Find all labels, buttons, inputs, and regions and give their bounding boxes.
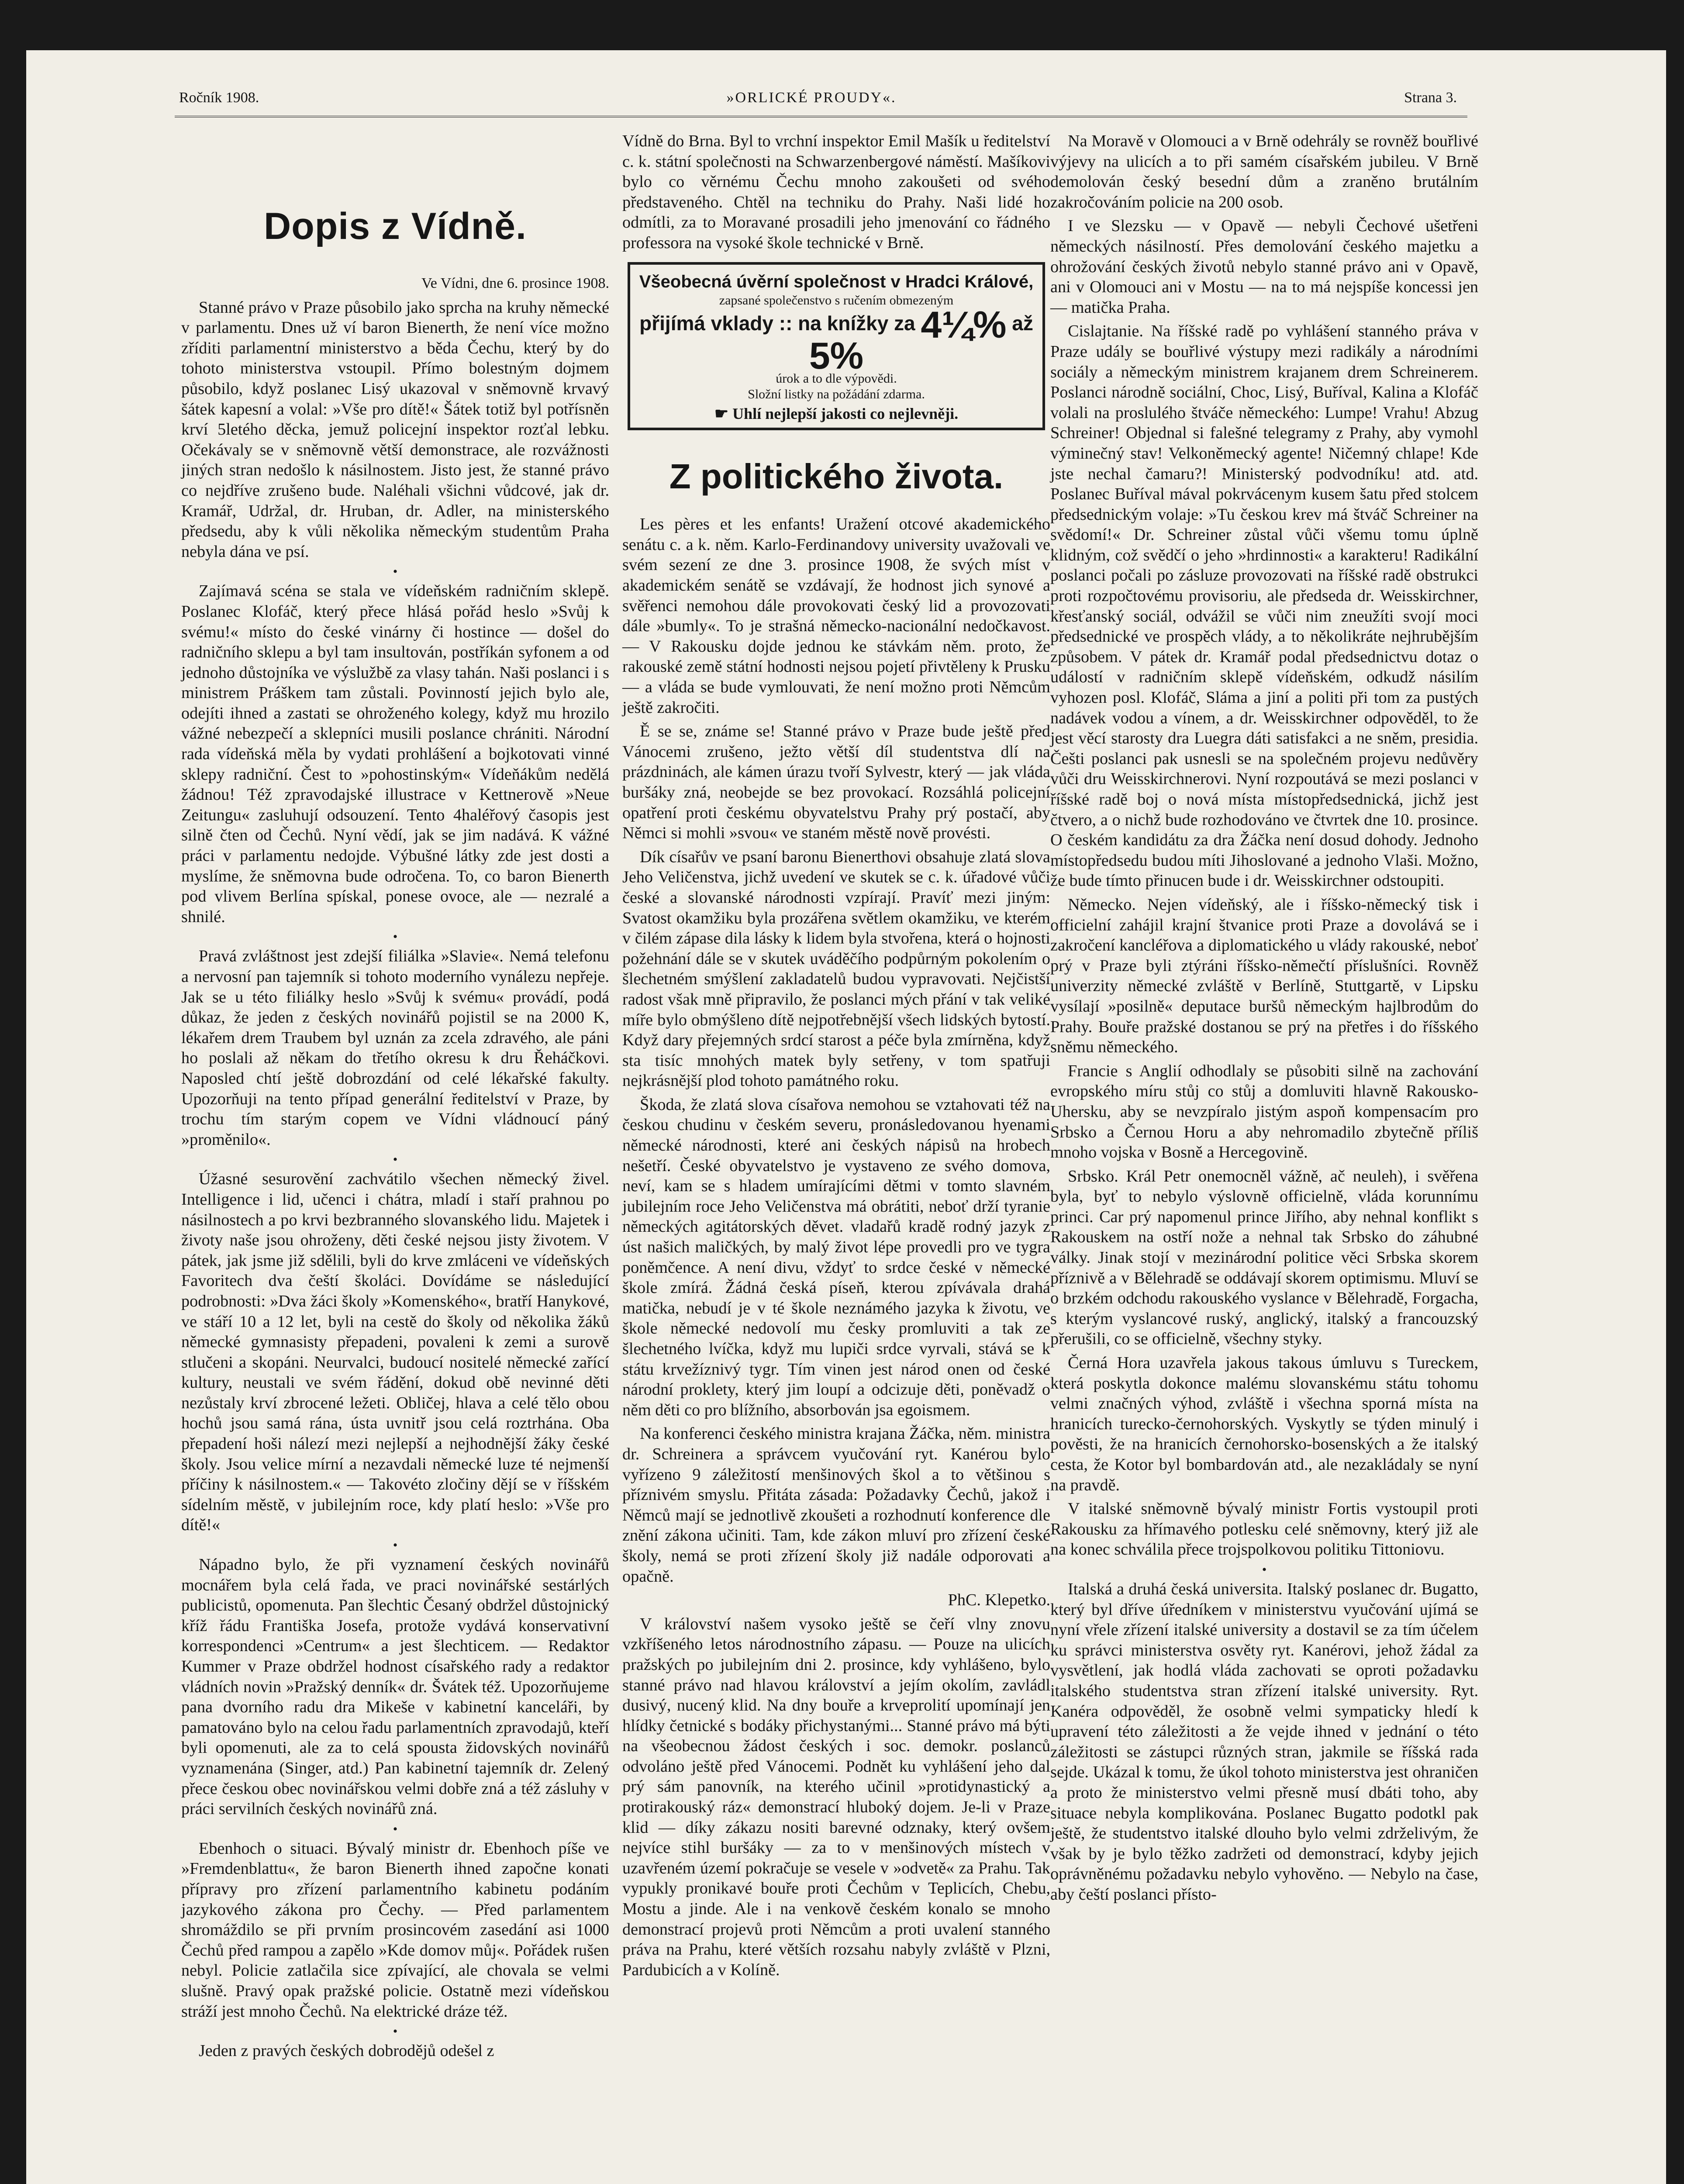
ad-line-slips: Složní listky na požádání zdarma. (748, 387, 925, 402)
paragraph: V italské sněmovně bývalý ministr Fortis vystoupil proti Rakousku za hřímavého potlesku celé sněmovny, který již ale na konec schválila přece trojspolkovou politiku Tittoniovu. (1050, 1500, 1478, 1559)
paragraph: Škoda, že zlatá slova císařova nemohou se vztahovati též na českou chudinu v českém severu, pronásledovanou hyenami německé národnosti, které ani českých nápisů na hrobech nešetří. České obyvatelstvo je vystaveno ze svého domova, neví, kam se s hladem umírajícími dětmi v tomto slavném jubilejním roce Jeho Veličenstva má obrátiti, neboť drží tyranie německých agitátorských děvet. vladařů kradě rodný jazyk z úst našich maličkých, by malý život lépe provedli pro ve tygra poněmčence. A není divu, vždyť to srdce české v německé škole zmírá. Žádná česká píseň, kterou zpívávala drahá matička, nebudí je v té škole neznámého jazyka k životu, ve škole německé nedovolí mu česky promluviti a tak ze šlechetného lvíčka, když mu lupiči srdce vyrvali, stává se k státu krvežíznivý tygr. Tím vinen jest národ onen od české národní proklety, který jim loupí a odcizuje děti, poněvadž o něm děti co pro blížního, absorbován jsa egoismem. (622, 1095, 1050, 1419)
paragraph: Francie s Anglií odhodlaly se působiti silně na zachování evropského míru stůj co stůj a domluviti hlavně Rakousko-Uhersku, aby se nevzpíralo jistým aspoň kompensacím pro Srbsko a Černou Horu a aby nehromadilo zbytečně příliš mnoho vojska v Bosně a Hercegovině. (1050, 1061, 1478, 1162)
paragraph: Německo. Nejen vídeňský, ale i říšsko-německý tisk i officielní zahájil krajní štvanice proti Praze a dovolává se i zakročení kancléřova a diplomatického u vlády rakouské, neboť prý v Praze byli ztýráni říšsko-němečtí příslušníci. Rovněž univerzity německé zvláště v Berlíně, Stuttgartě, v Lipsku vysílají »posilně« deputace buršů německým hajlbrodům do Prahy. Bouře pražské dostanou se prý na přetřes i do říšského sněmu německého. (1050, 895, 1478, 1057)
header-rule (175, 116, 1467, 117)
ad-title: Všeobecná úvěrní společnost v Hradci Králové, (639, 272, 1034, 291)
ad-rate-label-2: :: na knížky za (779, 311, 915, 335)
section-title-political-life: Z politického života. (669, 457, 1004, 496)
paragraph: Vídně do Brna. Byl to vrchní inspektor Emil Mašík u ředitelství c. k. státní společnosti na Schwarzenbergové náměstí. Mašíkovi bylo co věrnému Čechu mnoho zakoušeti od svého představeného. Chtěl na techniku do Prahy. Naši lidé ho odmítli, za to Moravané prosadili jeho jmenování co řádného professora na vysoké škole technické v Brně. (622, 132, 1050, 252)
section-separator: • (393, 1538, 398, 1553)
paragraph: Dík císařův ve psaní baronu Bienerthovi obsahuje zlatá slova Jeho Veličenstva, jichž uvedení ve skutek se c. k. úřadové vůči české a slovanské národnosti vzpírají. Pravíť mezi jiným: Svatost okamžiku byla prozářena světlem okamžiku, ve kterém v čilém zápase dila lásky k lidem byla stvořena, která o hojnosti požehnání dále se v skutek uváděčího podpůrným pokolením o šlechetném smýšlení zakladatelů budou vypravovati. Nejčistší radost však mně připravilo, že poslanci mých přání v tak veliké míře bylo obmýšleno dítě nejpotřebnější všech lidských bytostí. Když dary přejemných srdcí starost a péče byla zmírněna, když sta tisíc mnohých matek byly setřeny, v tom spatřuji nejkrásnější plod tohoto památného roku. (622, 847, 1050, 1090)
ad-line-interest: úrok a to dle výpovědi. (776, 371, 897, 386)
section-separator: • (393, 564, 398, 579)
newspaper-name: »ORLICKÉ PROUDY«. (726, 90, 897, 106)
dateline: Ve Vídni, dne 6. prosince 1908. (421, 275, 609, 291)
section-separator: • (393, 1821, 398, 1836)
paragraph: Nápadno bylo, že při vyznamení českých novinářů mocnářem byla celá řada, ve praci novinářské sestárlých publicistů, opomenuta. Pan šlechtic Česaný obdržel důstojnický kříž řádu Františka Josefa, protože vydává konservativní korrespondenci »Centrum« a jest šlechticem. — Redaktor Kummer v Praze obdržel hodnost císařského rady a redaktor vládních novin »Pražský denník« dr. Švátek též. Upozorňujeme pana dvorního radu dra Mikeše v kabinetní kanceláři, by pamatováno bylo na celou řadu parlamentních zpravodajů, kteří byli opomenuti, ale za to celá spousta židovských novinářů vyznamenána (Singer, atd.) Pan kabinetní tajemník dr. Zelený přece českou obec novinářskou velmi dobře zná a též zásluhy v práci servilních českých novinářů zná. (181, 1555, 609, 1818)
ad-rate-label: přijímá vklady (639, 311, 773, 335)
paragraph: Ebenhoch o situaci. Bývalý ministr dr. Ebenhoch píše ve »Fremdenblattu«, že baron Bienerth ihned započne konati přípravy pro zřízení parlamentního kabinetu podáním jazykového zákona pro Čechy. — Před parlamentem shromáždilo se při prvním prosincovém zasedání asi 1000 Čechů před rampou a zapělo »Kde domov můj«. Pořádek rušen nebyl. Policie zatlačila sice zpívající, ale chovala se velmi slušně. Pravý opak pražské policie. Ostatně mezi vídeňskou stráží jest mnoho Čechů. Na elektrické dráze též. (181, 1839, 609, 2021)
bank-advertisement (628, 262, 1045, 431)
paragraph: Pravá zvláštnost jest zdejší filiálka »Slavie«. Nemá telefonu a nervosní pan tajemník si tohoto moderního vynálezu nepřeje. Jak se u této filiálky heslo »Svůj k svému« provádí, podá důkaz, že jeden z českých novinářů pojistil se na 2000 K, lékařem drem Traubem byl uznán za zcela zdravého, ale páni ho poslali až někam do třetího okresu k dru Řeháčkovi. Naposled chtí ještě dobrozdání od celé lékařské fakulty. Upozorňuji na tento případ generální ředitelství v Praze, by trochu tím starým copem ve Vídni vládnoucí páný »proměnilo«. (181, 947, 609, 1149)
column-1 (181, 131, 609, 2065)
ad-rate-from: 4¼% (921, 304, 1007, 346)
section-separator: • (393, 1152, 398, 1167)
page-number: Strana 3. (1404, 90, 1457, 106)
paragraph: Jeden z pravých českých dobrodějů odešel z (199, 2042, 494, 2060)
ad-rate-mid: až (1012, 311, 1033, 335)
signature: PhC. Klepetko. (948, 1591, 1050, 1610)
article-title-letter-from-vienna: Dopis z Vídně. (264, 205, 527, 247)
paragraph: Les pères et les enfants! Uražení otcové akademického senátu c. a k. něm. Karlo-Ferdinandovy university uvažovali ve svém sezení ze dne 3. prosince 1908, že svých míst v akademickém senátě se vzdávají, že hodnost jich synové a svěřenci nemohou dále provokovati český lid a provozovati dále »bumly«. To je strašná německo-nacionální nedočkavost. — V Rakousku dojde jednou ke stávkám něm. proto, že rakouské země státní hodnosti nejsou pojetí přivtěleny k Prusku — a vláda se bude vymlouvati, že není možno proti Němcům ještě zakročiti. (622, 515, 1050, 717)
paragraph: I ve Slezsku — v Opavě — nebyli Čechové ušetřeni německých násilností. Přes demolování českého majetku a ohrožování českých životů nebylo stanné právo ani v Opavě, ani v Olomouci ani v Mostu — na to má nejspíše koncessi jen — matička Praha. (1050, 217, 1478, 317)
section-separator: • (393, 2024, 398, 2039)
ad-coal-line: ☛ Uhlí nejlepší jakosti co nejlevněji. (714, 405, 959, 423)
volume-label: Ročník 1908. (179, 90, 259, 106)
running-header (153, 90, 1470, 116)
paragraph: Černá Hora uzavřela jakous takous úmluvu s Tureckem, která poskytla dokonce malému slovanskému státu tohomu velmi značných výhod, zvláště i všechna sporná místa na hranicích turecko-černohorských. Vyskytly se týden minulý i pověsti, že na hranicích černohorsko-bosenských a že italský cesta, že Kotor byl bombardován atd., ale nezakládaly se nyní na pravdě. (1050, 1354, 1478, 1494)
paragraph: Na Moravě v Olomouci a v Brně odehrály se rovněž bouřlivé výjevy na ulicích a to při samém císařském jubileu. V Brně demolován český besední dům a zraněno brutálním zakročováním policie na 200 osob. (1050, 132, 1478, 211)
ad-subtitle: zapsané společenstvo s ručením obmezeným (719, 293, 954, 308)
paragraph: Italská a druhá česká universita. Italský poslanec dr. Bugatto, který byl dříve úředníkem v ministerstvu vyučování ujímá se nyní vřele zřízení italské university a dostavil se za tím účelem ku správci ministerstva osvěty ryt. Kanérovi, jehož žádal za vysvětlení, jak hodlá vláda zachovati se oproti požadavku italského studentstva stran zřízení italské university. Ryt. Kanéra odpověděl, že osobně velmi sympaticky hledí k upravení této záležitosti a že vejde ihned v jednání o této záležitosti se zástupci různých stran, jakmile se říšská rada sejde. Ukázal k tomu, že úkol tohoto ministerstva jest ohraničen a proto že ministerstvo velmi přesně musí dbáti toho, aby situace nebyla komplikována. Poslanec Bugatto podotkl pak ještě, že studentstvo italské dlouho bylo velmi zdrželivým, že však by je bylo těžko zadržeti od demonstrací, kdyby jejich oprávněnému požadavku nebylo vyhověno. — Nebylo na čase, aby čeští poslanci přísto- (1050, 1579, 1478, 1904)
paragraph: Úžasné sesurovění zachvátilo všechen německý živel. Intelligence i lid, učenci i chátra, mladí i staří prahnou po násilnostech a po krvi bezbranného slovanského lidu. Majetek i životy naše jsou ohroženy, děti české nejsou jisty životem. V pátek, jak jsme již sdělili, byli do krve zmláceni ve vídeňských Favoritech dva čeští školáci. Dovídáme se následující podrobnosti: »Dva žáci školy »Komenského«, bratří Hanykové, ve stáří 10 a 12 let, byli na cestě do školy od několika žáků německé gymnasisty přepadeni, povaleni k zemi a surově stlučeni a skopáni. Neurvalci, budoucí nositelé německé zařící kultury, neustali ve svém řádění, dokud obě nevinné děti nezůstaly krví zbrocené ležeti. Obličej, hlava a celé tělo obou hochů jsou samá rána, ústa uvnitř jsou celá roztrhána. Oba přepadení hoši nálezí mezi nejlepší a nejhodnější žáky české školy. Jsou velice mírní a nezavdali německé luze té nejmenší příčiny k násilnostem.« — Takovéto zločiny dějí se v říšském sídelním městě, v jubilejním roce, kdy platí heslo: »Vše pro dítě!« (181, 1170, 609, 1534)
section-separator: • (1262, 1562, 1267, 1577)
paragraph: Srbsko. Král Petr onemocněl vážně, ač neuleh), i svěřena byla, byť to nebylo výslovně officielně, vláda korunnímu princi. Car prý napomenul prince Jiřího, aby nehnal konflikt s Rakouskem na ostří nože a nehnal tak Srbsko do záhubné války. Jinak stojí v mezinárodní politice věci Srbska skorem příznivě a v Bělehradě se oddávají skorem optimismu. Mluví se o brzkém odchodu rakouského vyslance v Bělehradě, Forgacha, s kterým vyslancové ruský, anglický, italský a francouzský přerušili, co se officielně, všechny styky. (1050, 1167, 1478, 1348)
paragraph: Stanné právo v Praze působilo jako sprcha na kruhy německé v parlamentu. Dnes už ví baron Bienerth, že není více možno zříditi parlamentní ministerstvo a běda Čechu, který by do tohoto ministerstva vstoupil. Přímo bolestným dojmem působilo, když poslanec Lisý ukazoval v sněmovně krvavý šátek kapesní a volal: »Vše pro dítě!« Šátek totiž byl potřísněn krví 5letého děcka, jemuž policejní inspektor rozťal lebku. Očekávaly se v sněmovně větší demonstrace, ale rozvážnosti jiných stran nedošlo k násilnostem. Jisto jest, že stanné právo co nejdříve zrušeno bude. Naléhali všichni vůdcové, jak dr. Kramář, Udržal, dr. Hruban, dr. Adler, na ministerského předsedu, aby k vůli několika německým studentům Praha nebyla dána ve psí. (181, 298, 609, 561)
paragraph: V království našem vysoko ještě se čeří vlny znovu vzkříšeného letos národnostního zápasu. — Pouze na ulicích pražských po jubilejním dni 2. prosince, kdy vyhlášeno, bylo stanné právo nad hlavou království a jejím okolím, zavládl dusivý, nucený klid. Na dny bouře a krveprolití upomínají jen hlídky četnické s bodáky přichystanými... Stanné právo má býti na všeobecnou žádost českých i soc. demokr. poslanců odvoláno ještě před Vánocemi. Podnět ku vyhlášení jeho dal prý sám panovník, na kterého učinil »protidynastický a protirakouský ráz« demonstrací hluboký dojem. Je-li v Praze klid — díky zákazu nositi barevné odznaky, který ovšem nejvíce stihl buršáky — za to v menšinových místech v uzavřeném území pokračuje se vesele v »odvetě« za Prahu. Tak vypukly pronikavé bouře proti Čechům v Teplicích, Chebu, Mostu a jinde. Ale i na venkově českém konalo se mnoho demonstrací projevů proti Němcům a proti uvalení stanného práva na Prahu, které větších rozsahu nabyly zvláště v Plzni, Pardubicích a v Kolíně. (622, 1614, 1050, 1979)
scan-edge (0, 0, 1684, 50)
ad-rate-to: 5% (809, 335, 864, 377)
column-2 (622, 131, 1050, 1984)
column-3 (1050, 131, 1478, 1908)
paragraph: Na konferenci českého ministra krajana Žáčka, něm. ministra dr. Schreinera a správcem vyučování ryt. Kanérou bylo vyřízeno 9 záležitostí menšinových škol a to většinou s příznivém smyslu. Přitáta zásada: Požadavky Čechů, jakož i Němců mají se jednotlivě zkoušeti a rozhodnutí konference dle znění zákona učiniti. Tam, kde zákon mluví pro zřízení české školy, nemá se proti zřízení školy již nadále odporovati a opačně. (622, 1424, 1050, 1586)
paragraph: Zajímavá scéna se stala ve vídeňském radničním sklepě. Poslanec Klofáč, který přece hlásá pořád heslo »Svůj k svému!« místo do české vinárny či hostince — došel do radničního sklepu a byl tam insultován, postříkán syfonem a od jednoho důstojníka ve výslužbě za vlasy tahán. Naši poslanci i s ministrem Práškem tam zůstali. Povinností jejich bylo ale, odejíti ihned a zastati se ohroženého kolegy, když mu hrozilo vážné nebezpečí a sklepníci musili poslance chrániti. Národní rada vídeňská měla by vydati prohlášení a bojkotovati vinné sklepy radniční. Čest to »pohostinským« Vídeňákům nedělá žádnou! Též zpravodajské illustrace v Kettnerově »Neue Zeitungu« zasluhují odsouzení. Tento 4haléřový časopis jest silně čten od Čechů. Nyní vědí, jak se jim nadává. K vážné práci v parlamentu nedojde. Výbušné látky zde jest dosti a myslíme, že sněmovna bude odročena. To, co baron Bienerth pod vlivem Berlína spískal, ponese ovoce, ale — nezralé a shnilé. (181, 582, 609, 926)
paragraph: Ě se se, známe se! Stanné právo v Praze bude ještě před Vánocemi zrušeno, ježto větší díl studentstva dlí na prázdninách, ale kámen úrazu tvoří Sylvestr, který — jak vláda buršáky zná, neobejde se bez provokací. Rozsáhlá policejní opatření proti českému obyvatelstvu Prahy prý postačí, aby Němci si mohli »svou« ve staném městě nově provésti. (622, 722, 1050, 843)
paragraph: Cislajtanie. Na říšské radě po vyhlášení stanného práva v Praze udály se bouřlivé výstupy mezi radikály a národními sociály a německým ministrem krajanem drem Schreinerem. Poslanci národně sociální, Choc, Lisý, Buříval, Kalina a Klofáč volali na proslulého štváče německého: Lumpe! Vrahu! Abzug Schreiner! Objednal si falešné telegramy z Prahy, aby vymohl výminečný stav! Velkoněmecký agente! Ničemný chlape! Kde jste nechal čamaru?! Ministerský podvodníku! atd. atd. Poslanec Buříval mával pokrvácenym kusem šatu před stolcem předsednickým volaje: »Tu českou krev má štváč Schreiner na svědomí!« Dr. Schreiner zůstal vůči všemu tomu úplně klidným, což svědčí o jeho »hrdinnosti« a karakteru! Radikální poslanci počali po zásluze provozovati na říšské radě obstrukci proti rozpočtovému provisoriu, ale předseda dr. Weisskirchner, křesťanský sociál, odvážil se vůči nim zneužíti svojí moci předsednické ve prospěch vlády, a to několikráte nejhrubějším způsobem. V pátek dr. Kramář podal předsednictvu dotaz o událostí v radničním sklepě vídeňském, odkudž násilím vyhozen posl. Klofáč, Sláma a jiní a politi při tom za pustých nadávek vodou a vínem, a dr. Weisskirchner odpověděl, to že jest věcí starosty dra Luegra dáti satisfakci a ne sněm, presidia. Češti poslanci pak usnesli se na společném projevu nedůvěry vůči dru Weisskirchnerovi. Nyní rozpoutává se mezi poslanci v říšské radě boj o nová místa místopředsednická, jichž jest čtvero, a o nichž bude rozhodováno ve čtvrtek dne 10. prosince. O českém kandidátu za dra Žáčka není dosud dohody. Jednoho místopředsedu budou míti Jihoslované a jednoho Vlaši. Možno, že bude tímto přinucen bude i dr. Weisskirchner odstoupiti. (1050, 322, 1478, 890)
section-separator: • (393, 930, 398, 944)
ad-rate-line (638, 304, 1035, 377)
